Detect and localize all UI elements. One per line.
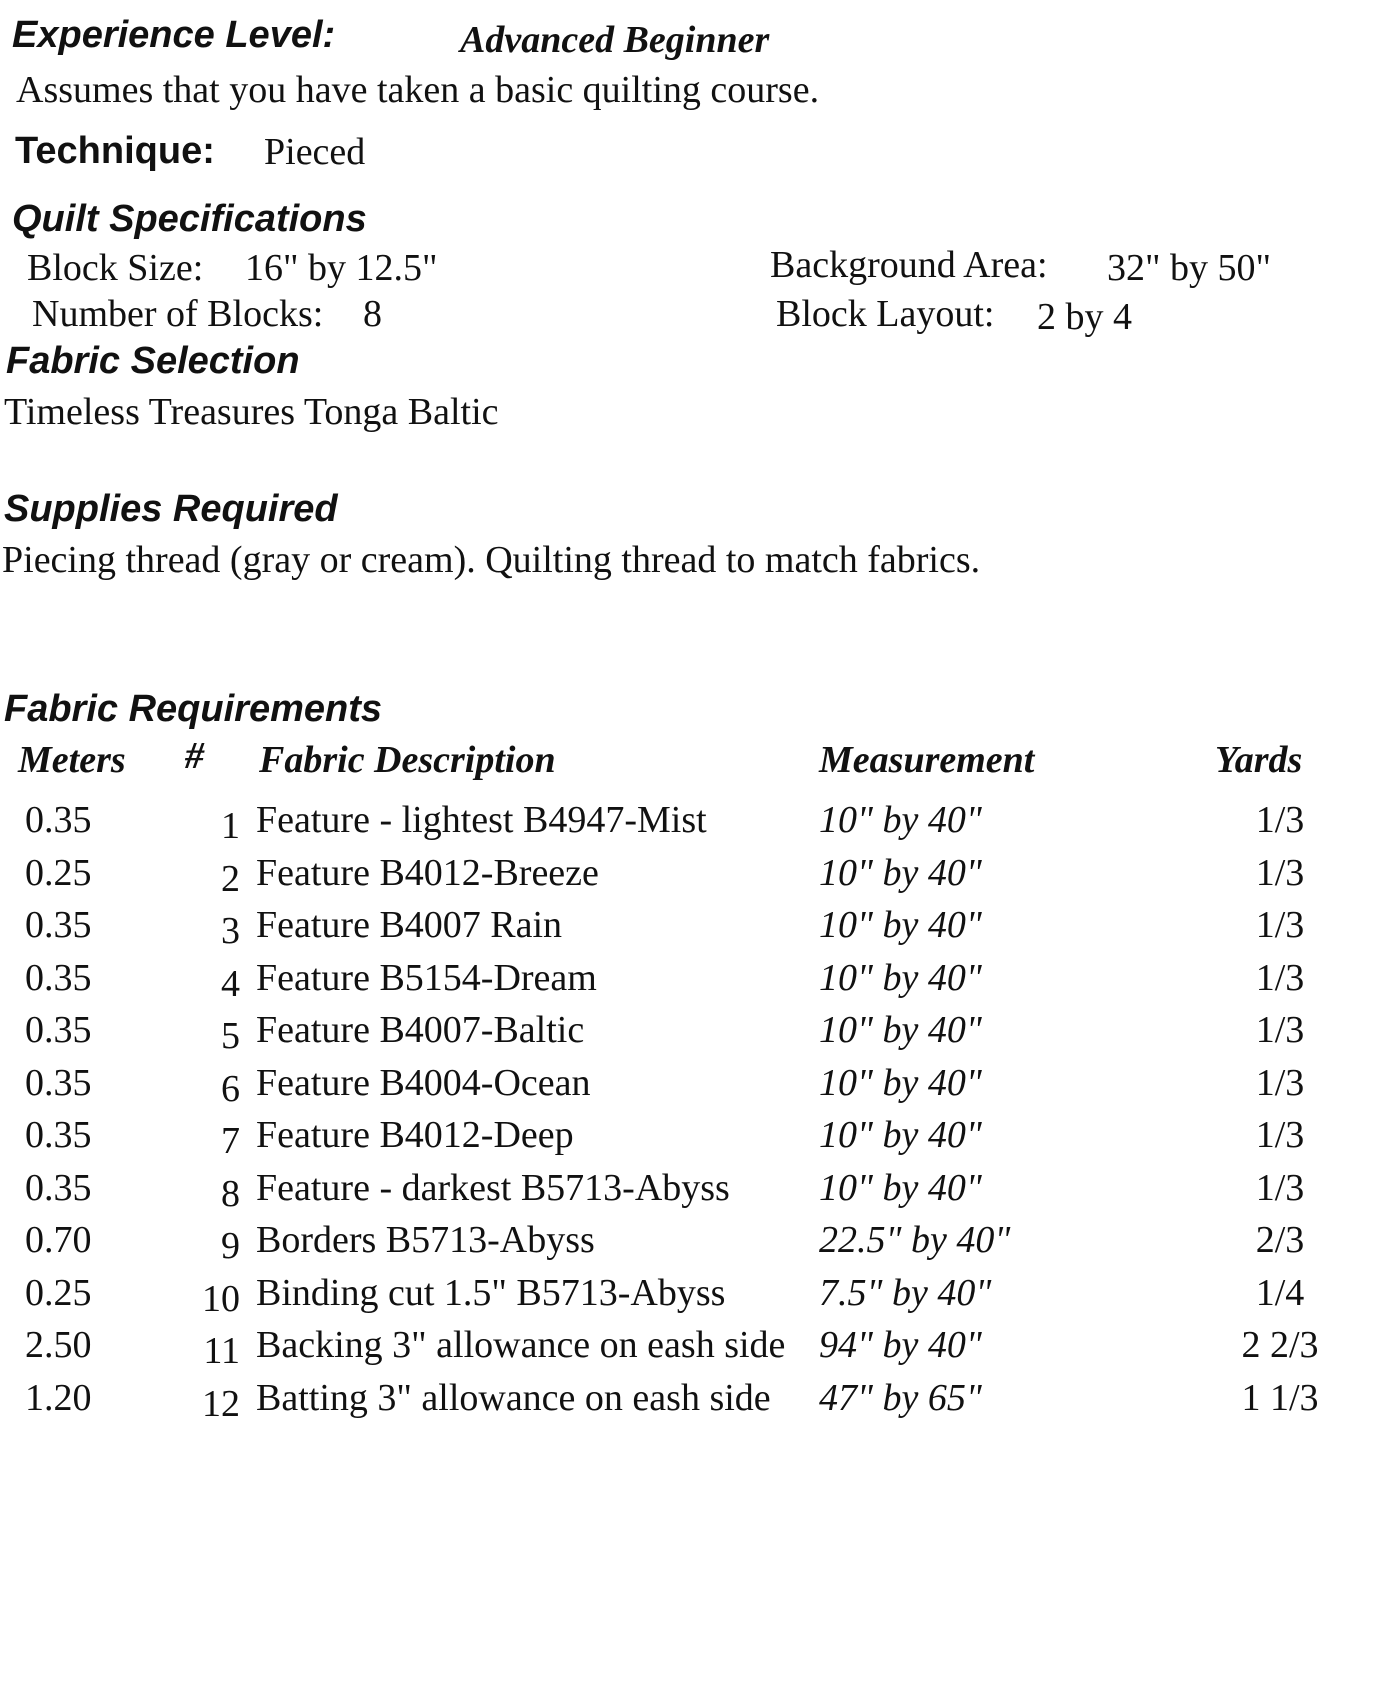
meters-cell: 0.35: [25, 1166, 92, 1209]
yards-cell: 2 2/3: [1241, 1324, 1319, 1366]
description-cell: Backing 3" allowance on eash side: [256, 1324, 786, 1366]
description-cell: Feature B4012-Breeze: [256, 851, 599, 894]
experience-value: Advanced Beginner: [460, 19, 770, 61]
meters-cell: 0.35: [25, 1061, 92, 1104]
description-cell: Batting 3" allowance on eash side: [256, 1376, 771, 1419]
meters-cell: 0.35: [25, 904, 92, 946]
bg-area-label: Background Area:: [770, 244, 1048, 286]
meters-cell: 0.35: [25, 956, 92, 999]
yards-cell: 1/4: [1255, 1271, 1305, 1314]
description-cell: Feature B4004-Ocean: [256, 1061, 591, 1104]
measurement-cell: 10" by 40": [819, 1166, 982, 1209]
experience-note: Assumes that you have taken a basic quilting course.: [16, 69, 820, 111]
num-blocks-label: Number of Blocks:: [32, 293, 324, 335]
table-row: [0, 1113, 1393, 1163]
number-cell: 12: [202, 1382, 240, 1425]
number-cell: 4: [221, 962, 240, 1005]
bg-area-value: 32" by 50": [1107, 247, 1272, 289]
number-cell: 2: [221, 857, 240, 900]
yards-cell: 1/3: [1255, 904, 1305, 946]
number-cell: 1: [221, 805, 240, 847]
table-row: [0, 1376, 1393, 1426]
table-row: [0, 1061, 1393, 1111]
meters-cell: 0.70: [25, 1219, 92, 1261]
table-row: [0, 798, 1393, 848]
measurement-cell: 10" by 40": [819, 956, 982, 999]
supplies-heading: Supplies Required: [4, 488, 338, 530]
block-size-value: 16" by 12.5": [245, 247, 438, 289]
yards-cell: 1/3: [1255, 1061, 1305, 1104]
number-cell: 9: [221, 1225, 240, 1267]
measurement-cell: 10" by 40": [819, 1009, 982, 1051]
yards-cell: 1/3: [1255, 1009, 1305, 1051]
meters-cell: 1.20: [25, 1376, 92, 1419]
measurement-cell: 94" by 40": [819, 1324, 982, 1366]
table-row: [0, 1008, 1393, 1058]
table-row: [0, 851, 1393, 901]
technique-value: Pieced: [264, 131, 366, 173]
measurement-cell: 22.5" by 40": [819, 1219, 1011, 1261]
meters-cell: 2.50: [25, 1324, 92, 1366]
yards-cell: 1/3: [1255, 851, 1305, 894]
measurement-cell: 10" by 40": [819, 904, 982, 946]
experience-label: Experience Level:: [12, 14, 336, 56]
table-row: [0, 1323, 1393, 1373]
col-meters: Meters: [18, 739, 126, 781]
number-cell: 8: [221, 1172, 240, 1215]
table-row: [0, 903, 1393, 953]
yards-cell: 1/3: [1255, 1166, 1305, 1209]
meters-cell: 0.35: [25, 1114, 92, 1156]
number-cell: 5: [221, 1015, 240, 1057]
measurement-cell: 10" by 40": [819, 799, 982, 841]
meters-cell: 0.35: [25, 1009, 92, 1051]
number-cell: 11: [203, 1330, 240, 1372]
layout-label: Block Layout:: [776, 293, 995, 335]
table-row: [0, 1166, 1393, 1216]
number-cell: 6: [221, 1067, 240, 1110]
description-cell: Feature B4007 Rain: [256, 904, 563, 946]
num-blocks-value: 8: [363, 293, 382, 335]
description-cell: Feature - lightest B4947-Mist: [256, 799, 707, 841]
measurement-cell: 10" by 40": [819, 851, 982, 894]
col-yards: Yards: [1215, 739, 1303, 781]
description-cell: Feature B4007-Baltic: [256, 1009, 585, 1051]
supplies-text: Piecing thread (gray or cream). Quilting thread to match fabrics.: [2, 539, 981, 581]
description-cell: Feature - darkest B5713-Abyss: [256, 1166, 730, 1209]
description-cell: Binding cut 1.5" B5713-Abyss: [256, 1271, 726, 1314]
measurement-cell: 7.5" by 40": [819, 1271, 992, 1314]
measurement-cell: 10" by 40": [819, 1114, 982, 1156]
yards-cell: 2/3: [1255, 1219, 1305, 1261]
yards-cell: 1 1/3: [1241, 1376, 1319, 1419]
layout-value: 2 by 4: [1037, 296, 1132, 338]
table-row: [0, 1271, 1393, 1321]
number-cell: 7: [221, 1120, 240, 1162]
number-cell: 3: [221, 910, 240, 952]
description-cell: Feature B4012-Deep: [256, 1114, 574, 1156]
meters-cell: 0.25: [25, 1271, 92, 1314]
table-row: [0, 1218, 1393, 1268]
description-cell: Borders B5713-Abyss: [256, 1219, 595, 1261]
yards-cell: 1/3: [1255, 799, 1305, 841]
yards-cell: 1/3: [1255, 1114, 1305, 1156]
number-cell: 10: [202, 1277, 240, 1320]
fabric-selection-text: Timeless Treasures Tonga Baltic: [4, 391, 499, 433]
table-row: [0, 956, 1393, 1006]
col-num: #: [185, 735, 204, 777]
specs-heading: Quilt Specifications: [12, 198, 367, 240]
meters-cell: 0.35: [25, 799, 92, 841]
block-size-label: Block Size:: [27, 247, 204, 289]
measurement-cell: 47" by 65": [819, 1376, 982, 1419]
measurement-cell: 10" by 40": [819, 1061, 982, 1104]
requirements-heading: Fabric Requirements: [4, 688, 382, 730]
yards-cell: 1/3: [1255, 956, 1305, 999]
fabric-selection-heading: Fabric Selection: [6, 340, 300, 382]
col-measure: Measurement: [819, 739, 1035, 781]
meters-cell: 0.25: [25, 851, 92, 894]
col-desc: Fabric Description: [259, 739, 556, 781]
description-cell: Feature B5154-Dream: [256, 956, 597, 999]
technique-label: Technique:: [15, 130, 215, 172]
